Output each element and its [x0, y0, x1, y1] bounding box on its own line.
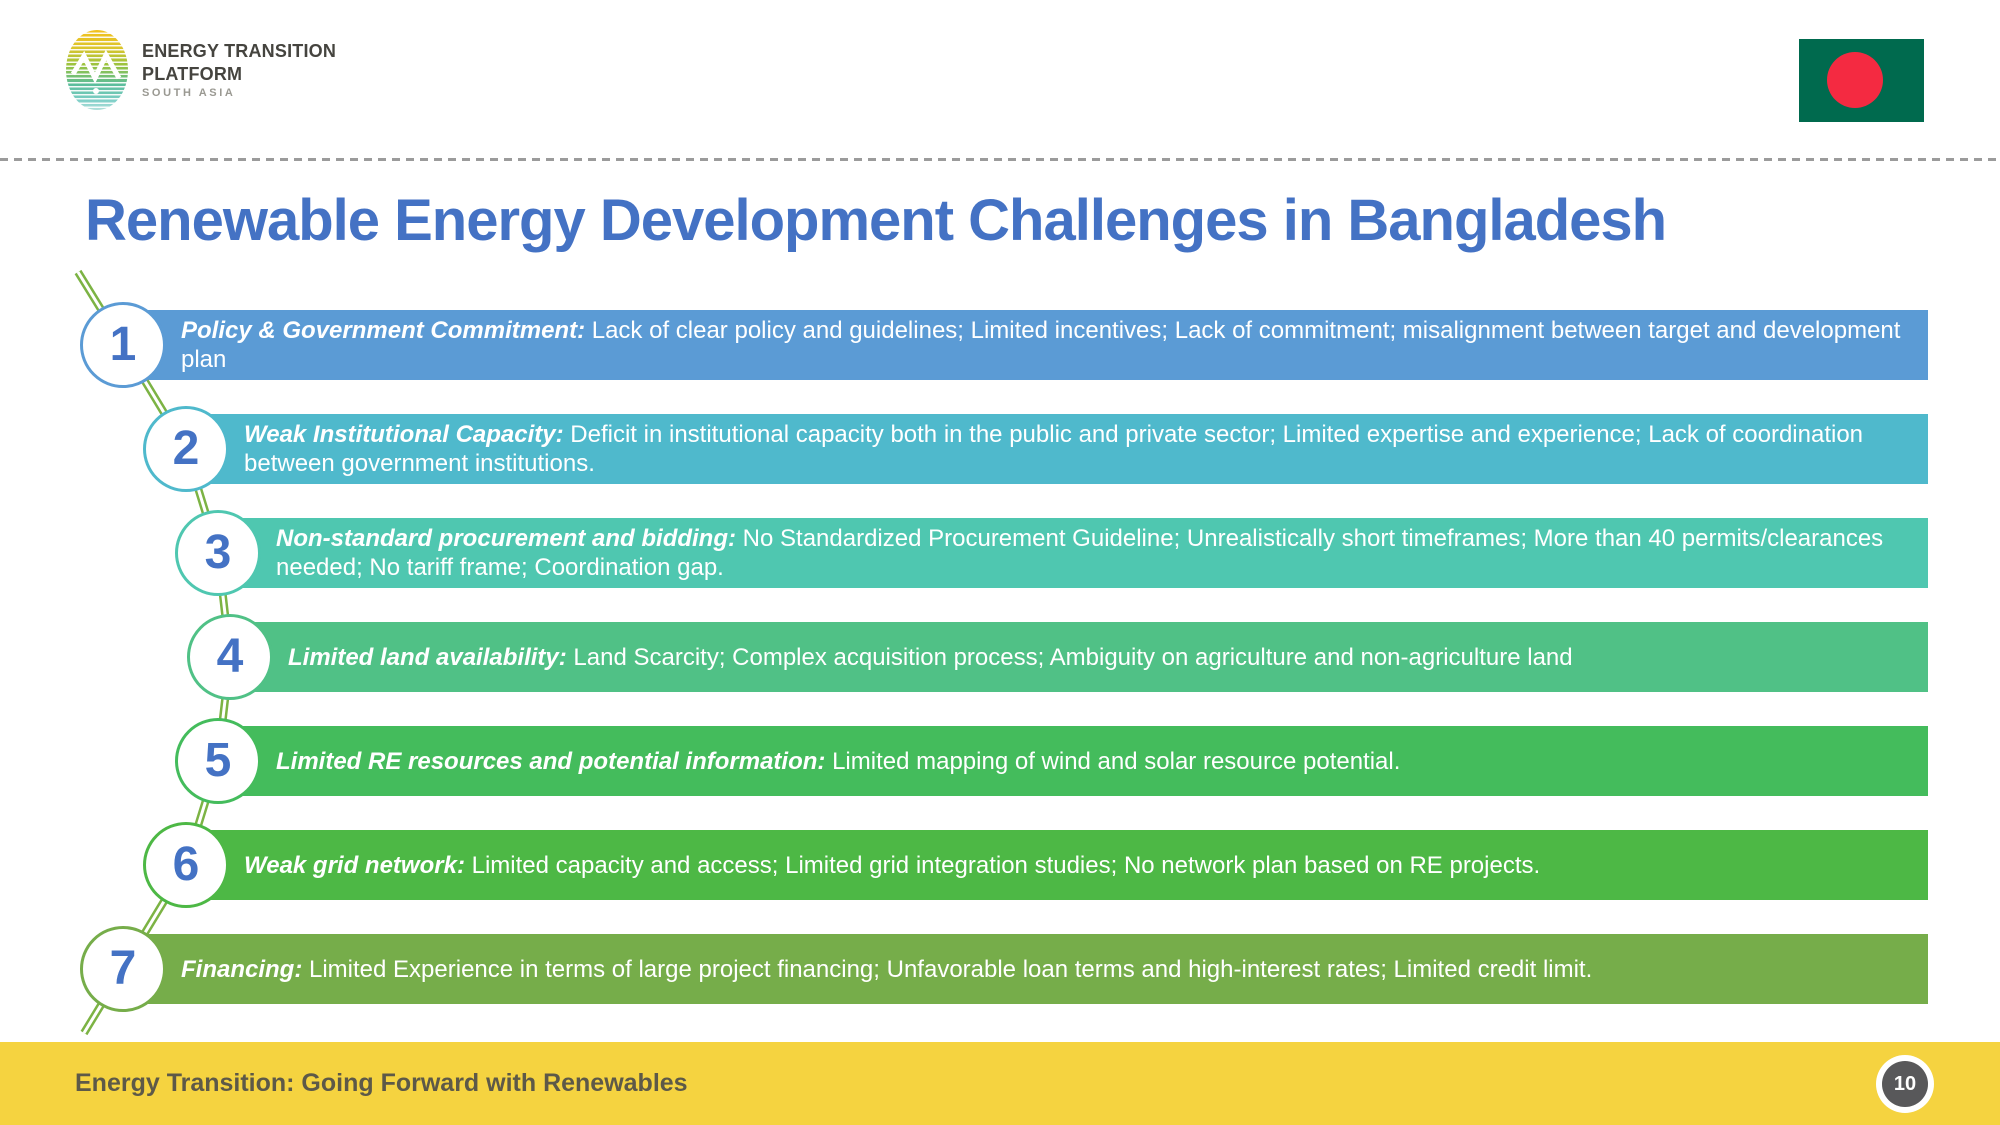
challenge-bar	[186, 414, 1928, 484]
challenge-text	[181, 955, 1592, 984]
bangladesh-flag-disc	[1827, 52, 1883, 108]
page-number-badge	[1882, 1061, 1928, 1107]
challenge-number: 6	[172, 838, 200, 891]
challenge-bar	[123, 310, 1928, 380]
challenge-description: Limited mapping of wind and solar resource potential.	[832, 747, 1401, 775]
logo-line-3: SOUTH ASIA	[142, 87, 236, 99]
challenge-bar	[230, 622, 1928, 692]
footer-bar	[0, 1042, 2000, 1125]
challenge-text	[244, 851, 1540, 880]
logo-line-1: ENERGY TRANSITION	[142, 41, 337, 61]
challenge-text	[288, 643, 1573, 672]
page-title: Renewable Energy Development Challenges in Bangladesh	[85, 188, 1667, 253]
challenge-number: 1	[109, 318, 137, 371]
logo-text	[142, 30, 336, 99]
challenge-bar	[123, 934, 1928, 1004]
challenge-bar	[218, 518, 1928, 588]
challenge-lead-label: Limited RE resources and potential information:	[276, 747, 833, 775]
challenge-description: Deficit in institutional capacity both in the public and private sector; Limited expertise and experience; Lack of coordination between government institutions.	[244, 421, 1864, 477]
challenge-lead-label: Limited land availability:	[288, 643, 574, 671]
logo-zigzag-icon	[66, 30, 128, 110]
logo-line-2: PLATFORM	[142, 64, 243, 84]
challenge-number-circle	[80, 302, 166, 388]
challenge-text	[276, 747, 1400, 776]
challenge-number-circle	[175, 718, 261, 804]
challenge-bar	[186, 830, 1928, 900]
bangladesh-flag	[1799, 39, 1924, 122]
challenge-number-circle	[175, 510, 261, 596]
challenge-lead-label: Policy & Government Commitment:	[181, 317, 592, 344]
challenge-number: 3	[204, 526, 232, 579]
footer-title: Energy Transition: Going Forward with Renewables	[75, 1069, 688, 1097]
challenge-row	[0, 414, 2000, 484]
challenge-row	[0, 830, 2000, 900]
challenge-row	[0, 934, 2000, 1004]
challenge-description: Limited capacity and access; Limited grid integration studies; No network plan based on RE projects.	[471, 851, 1541, 879]
challenge-number-circle	[143, 822, 229, 908]
challenge-lead-label: Non-standard procurement and bidding:	[276, 525, 743, 552]
challenge-lead-label: Weak grid network:	[244, 851, 472, 879]
challenge-row	[0, 518, 2000, 588]
challenge-number: 7	[109, 942, 137, 995]
challenge-description: No Standardized Procurement Guideline; Unrealistically short timeframes; More than 40 permits/clearances needed; No tariff frame; Coordination gap.	[276, 525, 1884, 581]
challenge-number: 2	[172, 422, 200, 475]
energy-transition-platform-logo	[66, 30, 336, 110]
challenge-number-circle	[143, 406, 229, 492]
challenge-text	[181, 316, 1903, 374]
challenge-number: 4	[216, 630, 244, 683]
challenge-description: Land Scarcity; Complex acquisition process; Ambiguity on agriculture and non-agriculture land	[573, 643, 1573, 671]
page-number: 10	[1893, 1072, 1917, 1095]
logo-sun-wave-icon	[66, 30, 128, 110]
challenge-description: Limited Experience in terms of large project financing; Unfavorable loan terms and high-interest rates; Limited credit limit.	[309, 955, 1593, 983]
challenge-description: Lack of clear policy and guidelines; Limited incentives; Lack of commitment; misalignment between target and development plan	[181, 317, 1901, 373]
challenge-row	[0, 622, 2000, 692]
challenge-number-circle	[187, 614, 273, 700]
challenge-text	[276, 524, 1903, 582]
challenge-text	[244, 420, 1903, 478]
dashed-divider	[0, 158, 2000, 161]
challenge-number-circle	[80, 926, 166, 1012]
challenge-row	[0, 310, 2000, 380]
challenge-lead-label: Financing:	[181, 955, 309, 983]
challenge-lead-label: Weak Institutional Capacity:	[244, 421, 571, 448]
challenge-bar	[218, 726, 1928, 796]
challenge-number: 5	[204, 734, 232, 787]
challenge-row	[0, 726, 2000, 796]
